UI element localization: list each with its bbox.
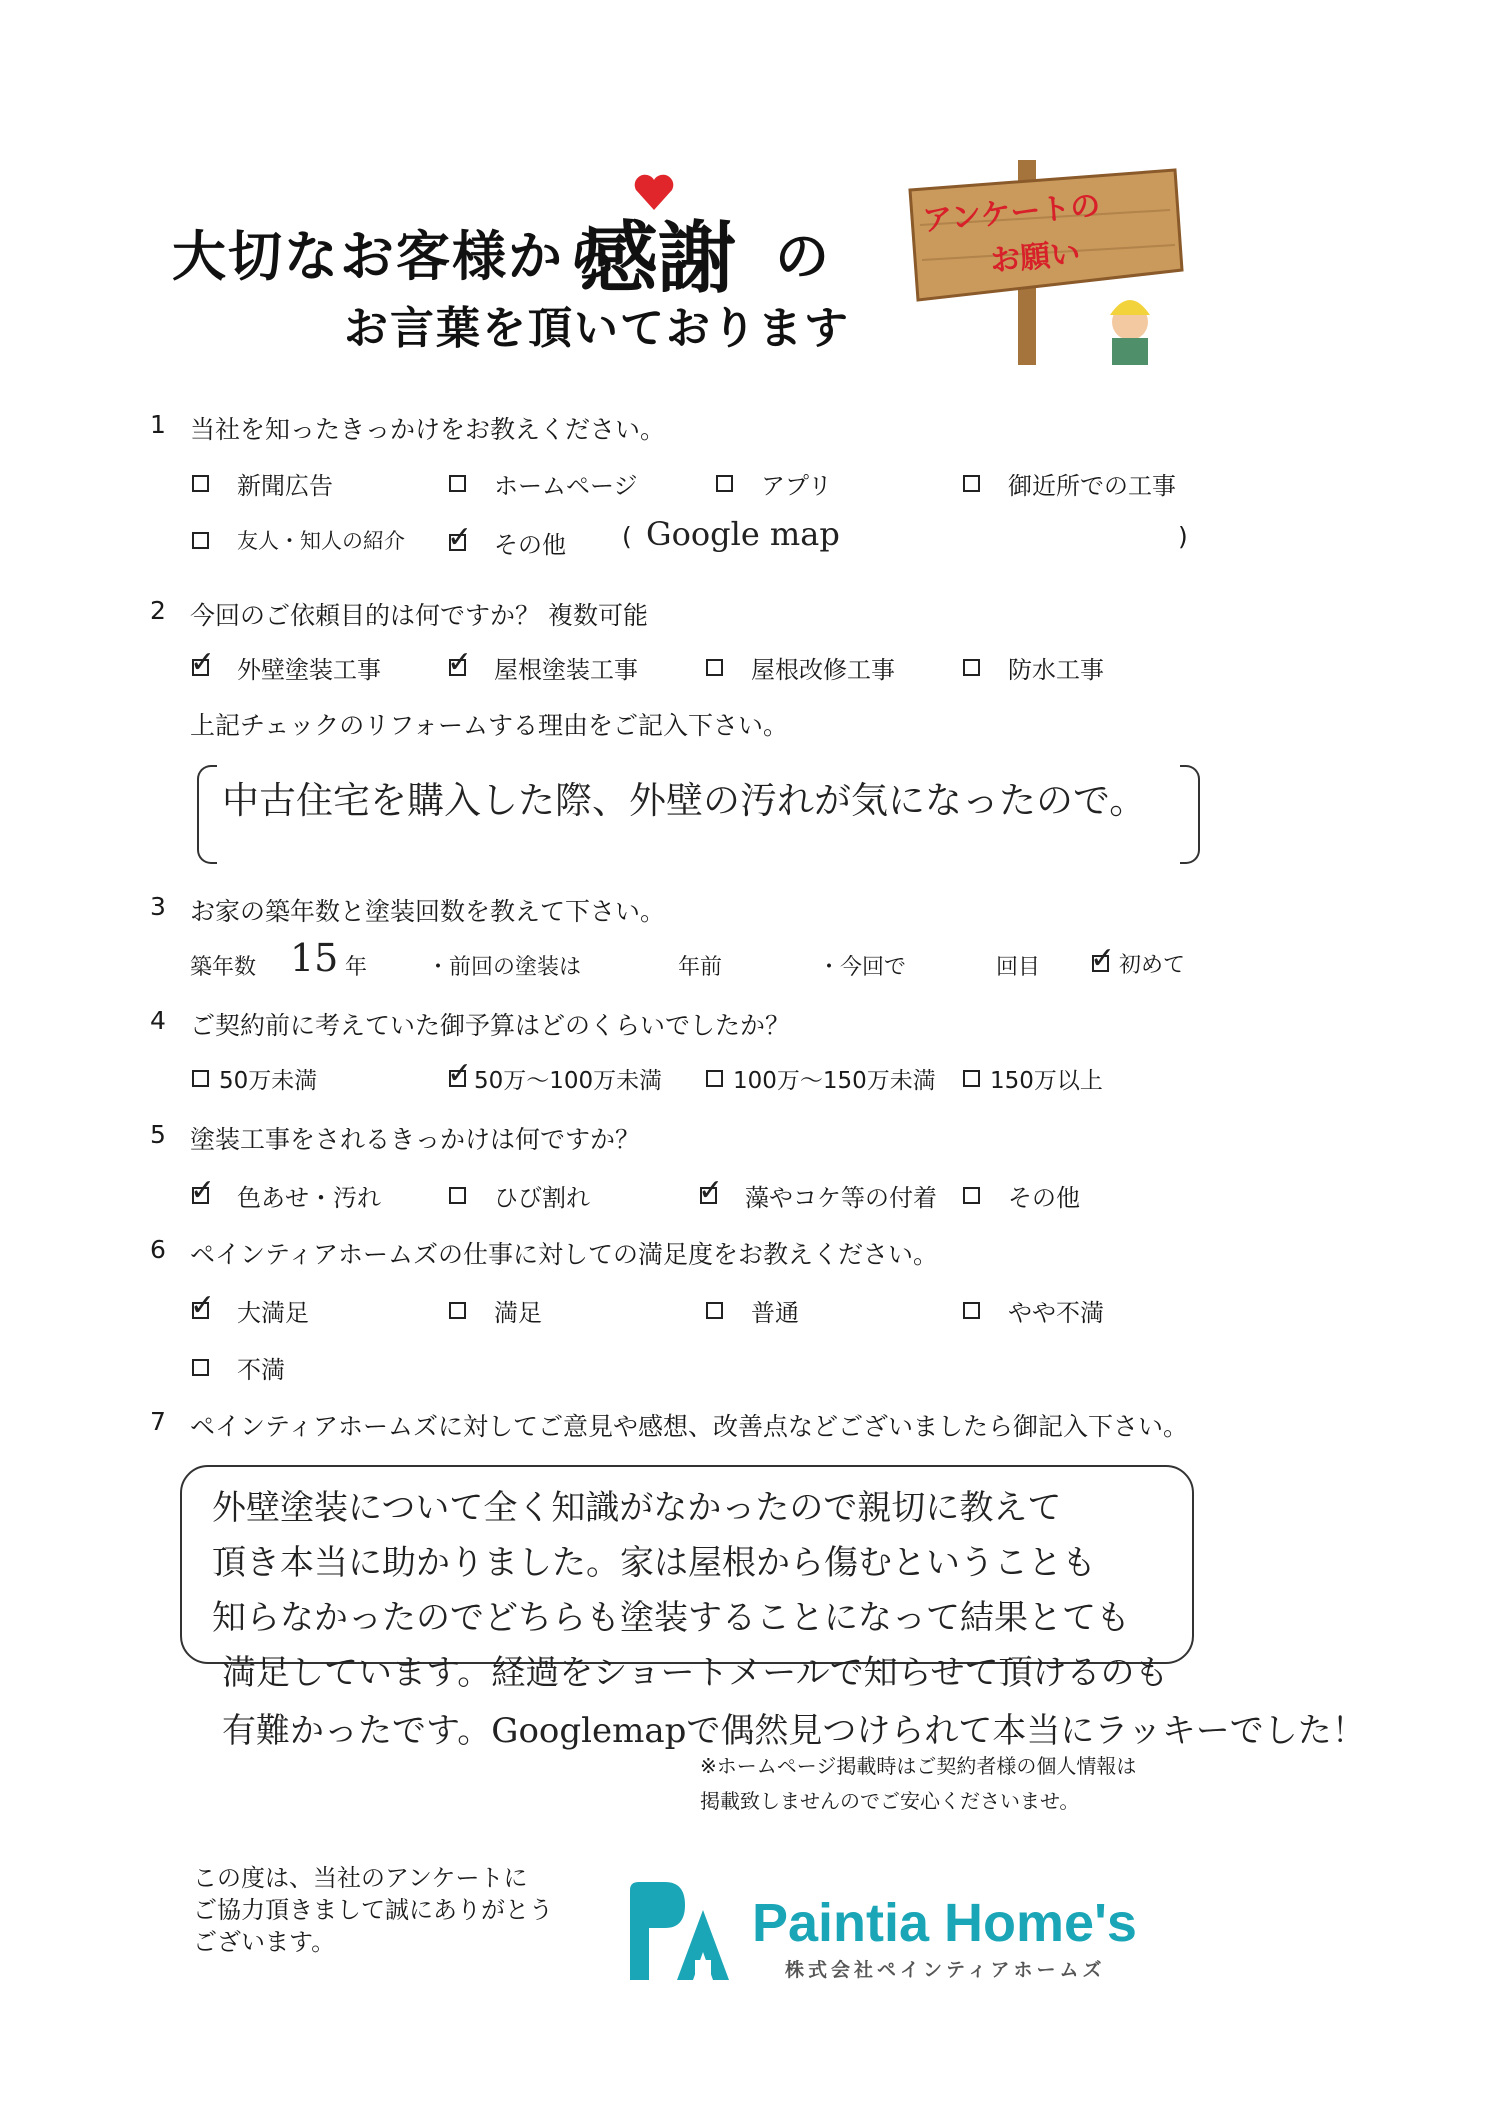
q3-age-unit: 年 xyxy=(345,955,368,980)
checkbox[interactable] xyxy=(706,1302,723,1319)
q4-option[interactable]: 100万～150万未満 xyxy=(706,1062,936,1095)
checkbox[interactable] xyxy=(706,1070,723,1087)
bracket-right xyxy=(1180,765,1200,864)
q7-text: ペインティアホームズに対してご意見や感想、改善点などございましたら御記入下さい。 xyxy=(190,1412,1189,1441)
checkbox[interactable] xyxy=(449,475,466,492)
checkbox[interactable] xyxy=(963,1302,980,1319)
q2-reason-answer[interactable]: 中古住宅を購入した際、外壁の汚れが気になったので。 xyxy=(222,779,1147,822)
checkbox[interactable] xyxy=(192,1070,209,1087)
checkbox[interactable] xyxy=(963,475,980,492)
q7-answer-line[interactable]: 有難かったです。Googlemapで偶然見つけられて本当にラッキーでした！ xyxy=(222,1711,1366,1751)
sign-text-line2: お願い xyxy=(988,236,1082,279)
q4-option[interactable]: 50万未満 xyxy=(192,1062,317,1095)
checkbox-checked[interactable] xyxy=(449,659,466,676)
q1-other-close: ) xyxy=(1178,522,1188,551)
q2-option[interactable]: ✓ 外壁塗装工事 xyxy=(192,650,381,685)
q6-option[interactable]: 不満 xyxy=(192,1350,285,1385)
checkbox[interactable] xyxy=(192,532,209,549)
q3-this-unit: 回目 xyxy=(996,955,1041,980)
q7-answer-line[interactable]: 知らなかったのでどちらも塗装することになって結果とても xyxy=(212,1598,1130,1638)
q3-first-option[interactable]: ✓ 初めて xyxy=(1092,948,1185,979)
q5-option[interactable]: ✓ 藻やコケ等の付着 xyxy=(700,1178,937,1213)
q4-option[interactable]: 150万以上 xyxy=(963,1062,1103,1095)
checkbox-checked[interactable] xyxy=(1092,955,1109,972)
q5-option[interactable]: ✓ 色あせ・汚れ xyxy=(192,1178,381,1213)
q2-text: 今回のご依頼目的は何ですか？ 複数可能 xyxy=(190,601,648,630)
checkbox-checked[interactable] xyxy=(192,659,209,676)
bracket-left xyxy=(197,765,217,864)
q7-answer-line[interactable]: 満足しています。経過をショートメールで知らせて頂けるのも xyxy=(222,1653,1169,1693)
q4-text: ご契約前に考えていた御予算はどのくらいでしたか？ xyxy=(190,1011,791,1040)
q2-option[interactable]: ✓ 屋根塗装工事 xyxy=(449,650,638,685)
checkbox-checked[interactable] xyxy=(449,1070,466,1087)
checkbox[interactable] xyxy=(963,1070,980,1087)
q1-option[interactable]: ホームページ xyxy=(449,466,638,501)
q4-option[interactable]: ✓ 50万～100万未満 xyxy=(449,1062,662,1095)
q7-answer-line[interactable]: 頂き本当に助かりました。家は屋根から傷むということも xyxy=(212,1543,1096,1583)
q7-answer-line[interactable]: 外壁塗装について全く知識がなかったので親切に教えて xyxy=(212,1488,1062,1528)
notice-line1: ※ホームページ掲載時はご契約者様の個人情報は xyxy=(700,1754,1137,1778)
checkbox[interactable] xyxy=(449,1302,466,1319)
q6-option[interactable]: やや不満 xyxy=(963,1293,1104,1328)
checkbox[interactable] xyxy=(192,1359,209,1376)
q5-text: 塗装工事をされるきっかけは何ですか？ xyxy=(190,1125,641,1154)
title-part2: の xyxy=(775,224,831,288)
thanks-line3: ございます。 xyxy=(193,1928,336,1956)
checkbox[interactable] xyxy=(963,659,980,676)
checkbox[interactable] xyxy=(449,1187,466,1204)
q5-option[interactable]: ひび割れ xyxy=(449,1178,590,1213)
logo-subtitle: 株式会社ペインティアホームズ xyxy=(785,1959,1106,1981)
q1-option[interactable]: アプリ xyxy=(716,466,832,501)
sign-text-line1: アンケートの xyxy=(921,188,1102,239)
q3-number: 3 xyxy=(150,892,166,921)
q3-this-label: ・今回で xyxy=(818,955,907,980)
q2-option[interactable]: 防水工事 xyxy=(963,650,1104,685)
q3-prev-label: ・前回の塗装は xyxy=(427,955,582,980)
q1-option[interactable]: 新聞広告 xyxy=(192,466,333,501)
heart-icon xyxy=(632,172,676,212)
q1-option-other[interactable]: ✓ その他 xyxy=(449,525,566,560)
q1-number: 1 xyxy=(150,410,166,439)
q3-text: お家の築年数と塗装回数を教えて下さい。 xyxy=(190,897,666,926)
q2-reason-prompt: 上記チェックのリフォームする理由をご記入下さい。 xyxy=(190,711,789,740)
q3-prev-unit: 年前 xyxy=(678,955,723,980)
q1-option[interactable]: 友人・知人の紹介 xyxy=(192,525,405,555)
q6-text: ペインティアホームズの仕事に対しての満足度をお教えください。 xyxy=(190,1240,939,1269)
q7-number: 7 xyxy=(150,1407,166,1436)
q2-option[interactable]: 屋根改修工事 xyxy=(706,650,895,685)
q1-other-value[interactable]: Google map xyxy=(646,515,840,553)
survey-sign xyxy=(900,150,1190,365)
q6-number: 6 xyxy=(150,1235,166,1264)
checkbox[interactable] xyxy=(963,1187,980,1204)
thanks-line1: この度は、当社のアンケートに xyxy=(193,1864,528,1892)
q5-number: 5 xyxy=(150,1120,166,1149)
q2-number: 2 xyxy=(150,596,166,625)
notice-line2: 掲載致しませんのでご安心くださいませ。 xyxy=(700,1789,1080,1813)
q6-option[interactable]: 普通 xyxy=(706,1293,799,1328)
q5-option[interactable]: その他 xyxy=(963,1178,1080,1213)
logo-name: Paintia Home's xyxy=(752,1893,1137,1953)
checkbox-checked[interactable] xyxy=(449,534,466,551)
checkbox-checked[interactable] xyxy=(192,1302,209,1319)
thanks-line2: ご協力頂きまして誠にありがとう xyxy=(193,1896,553,1924)
q3-age-value[interactable]: 15 xyxy=(290,936,339,980)
checkbox[interactable] xyxy=(192,475,209,492)
q6-option[interactable]: ✓ 大満足 xyxy=(192,1293,309,1328)
title-kansha: 感謝 xyxy=(580,214,737,304)
checkbox[interactable] xyxy=(716,475,733,492)
q1-text: 当社を知ったきっかけをお教えください。 xyxy=(190,415,666,444)
checkbox[interactable] xyxy=(706,659,723,676)
title-part1: 大切なお客様から xyxy=(172,224,620,288)
logo-mark-icon xyxy=(625,1880,735,1985)
checkbox-checked[interactable] xyxy=(700,1187,717,1204)
q6-option[interactable]: 満足 xyxy=(449,1293,542,1328)
q4-number: 4 xyxy=(150,1006,166,1035)
checkbox-checked[interactable] xyxy=(192,1187,209,1204)
title-line2: お言葉を頂いております xyxy=(344,303,850,354)
q1-other-open: ( xyxy=(622,522,632,551)
q1-option[interactable]: 御近所での工事 xyxy=(963,466,1176,501)
q3-age-label: 築年数 xyxy=(190,955,257,980)
